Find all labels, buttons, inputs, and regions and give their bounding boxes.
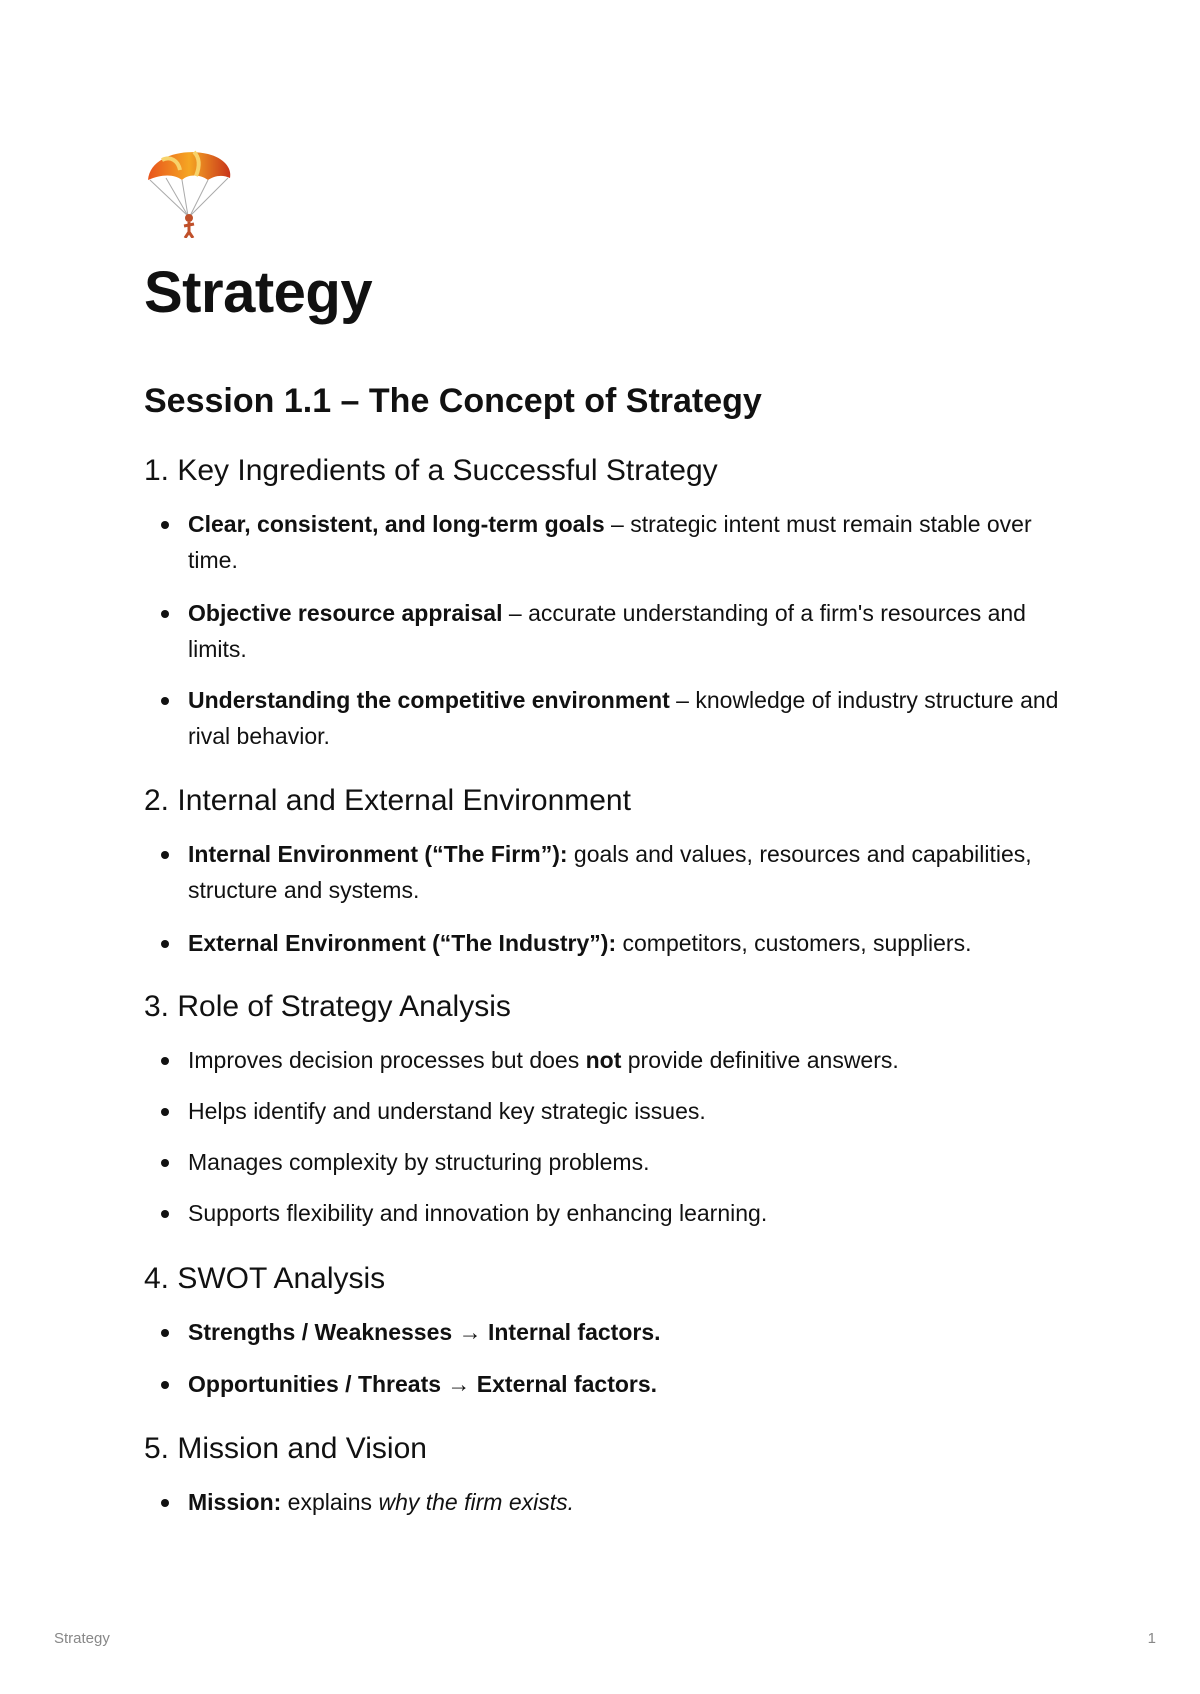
bullet-icon [161,521,169,529]
bullet-icon [161,1108,169,1116]
section-heading: 3. Role of Strategy Analysis [144,990,511,1023]
bullet-icon [161,851,169,859]
session-heading: Session 1.1 – The Concept of Strategy [144,382,762,420]
list-item: Understanding the competitive environment – knowledge of industry structure and rival behavior. [188,682,1068,754]
list-item: Mission: explains why the firm exists. [188,1484,1068,1520]
section-heading: 2. Internal and External Environment [144,784,631,817]
bullet-icon [161,1381,169,1389]
list-item: Objective resource appraisal – accurate understanding of a firm's resources and limits. [188,595,1068,667]
bullet-icon [161,1210,169,1218]
list-item: Internal Environment (“The Firm”): goals and values, resources and capabilities, structure and systems. [188,836,1068,908]
list-item: Improves decision processes but does not provide definitive answers. [188,1042,1068,1078]
section-heading: 5. Mission and Vision [144,1432,427,1465]
bullet-icon [161,1159,169,1167]
list-item: Manages complexity by structuring problems. [188,1144,1068,1180]
bullet-icon [161,940,169,948]
parachute-icon [144,148,234,238]
page-number: 1 [1147,1630,1156,1647]
section-heading: 1. Key Ingredients of a Successful Strategy [144,454,718,487]
bullet-icon [161,610,169,618]
list-item: Opportunities / Threats → External factors. [188,1366,1068,1402]
list-item: Clear, consistent, and long-term goals – strategic intent must remain stable over time. [188,506,1068,578]
bullet-icon [161,1057,169,1065]
list-item: Supports flexibility and innovation by enhancing learning. [188,1195,1068,1231]
list-item: Strengths / Weaknesses → Internal factors. [188,1314,1068,1350]
bullet-icon [161,697,169,705]
section-heading: 4. SWOT Analysis [144,1262,386,1295]
bullet-icon [161,1329,169,1337]
list-item: Helps identify and understand key strategic issues. [188,1093,1068,1129]
bullet-icon [161,1499,169,1507]
list-item: External Environment (“The Industry”): competitors, customers, suppliers. [188,925,1068,961]
page-title: Strategy [144,260,373,325]
footer-title: Strategy [54,1630,110,1647]
